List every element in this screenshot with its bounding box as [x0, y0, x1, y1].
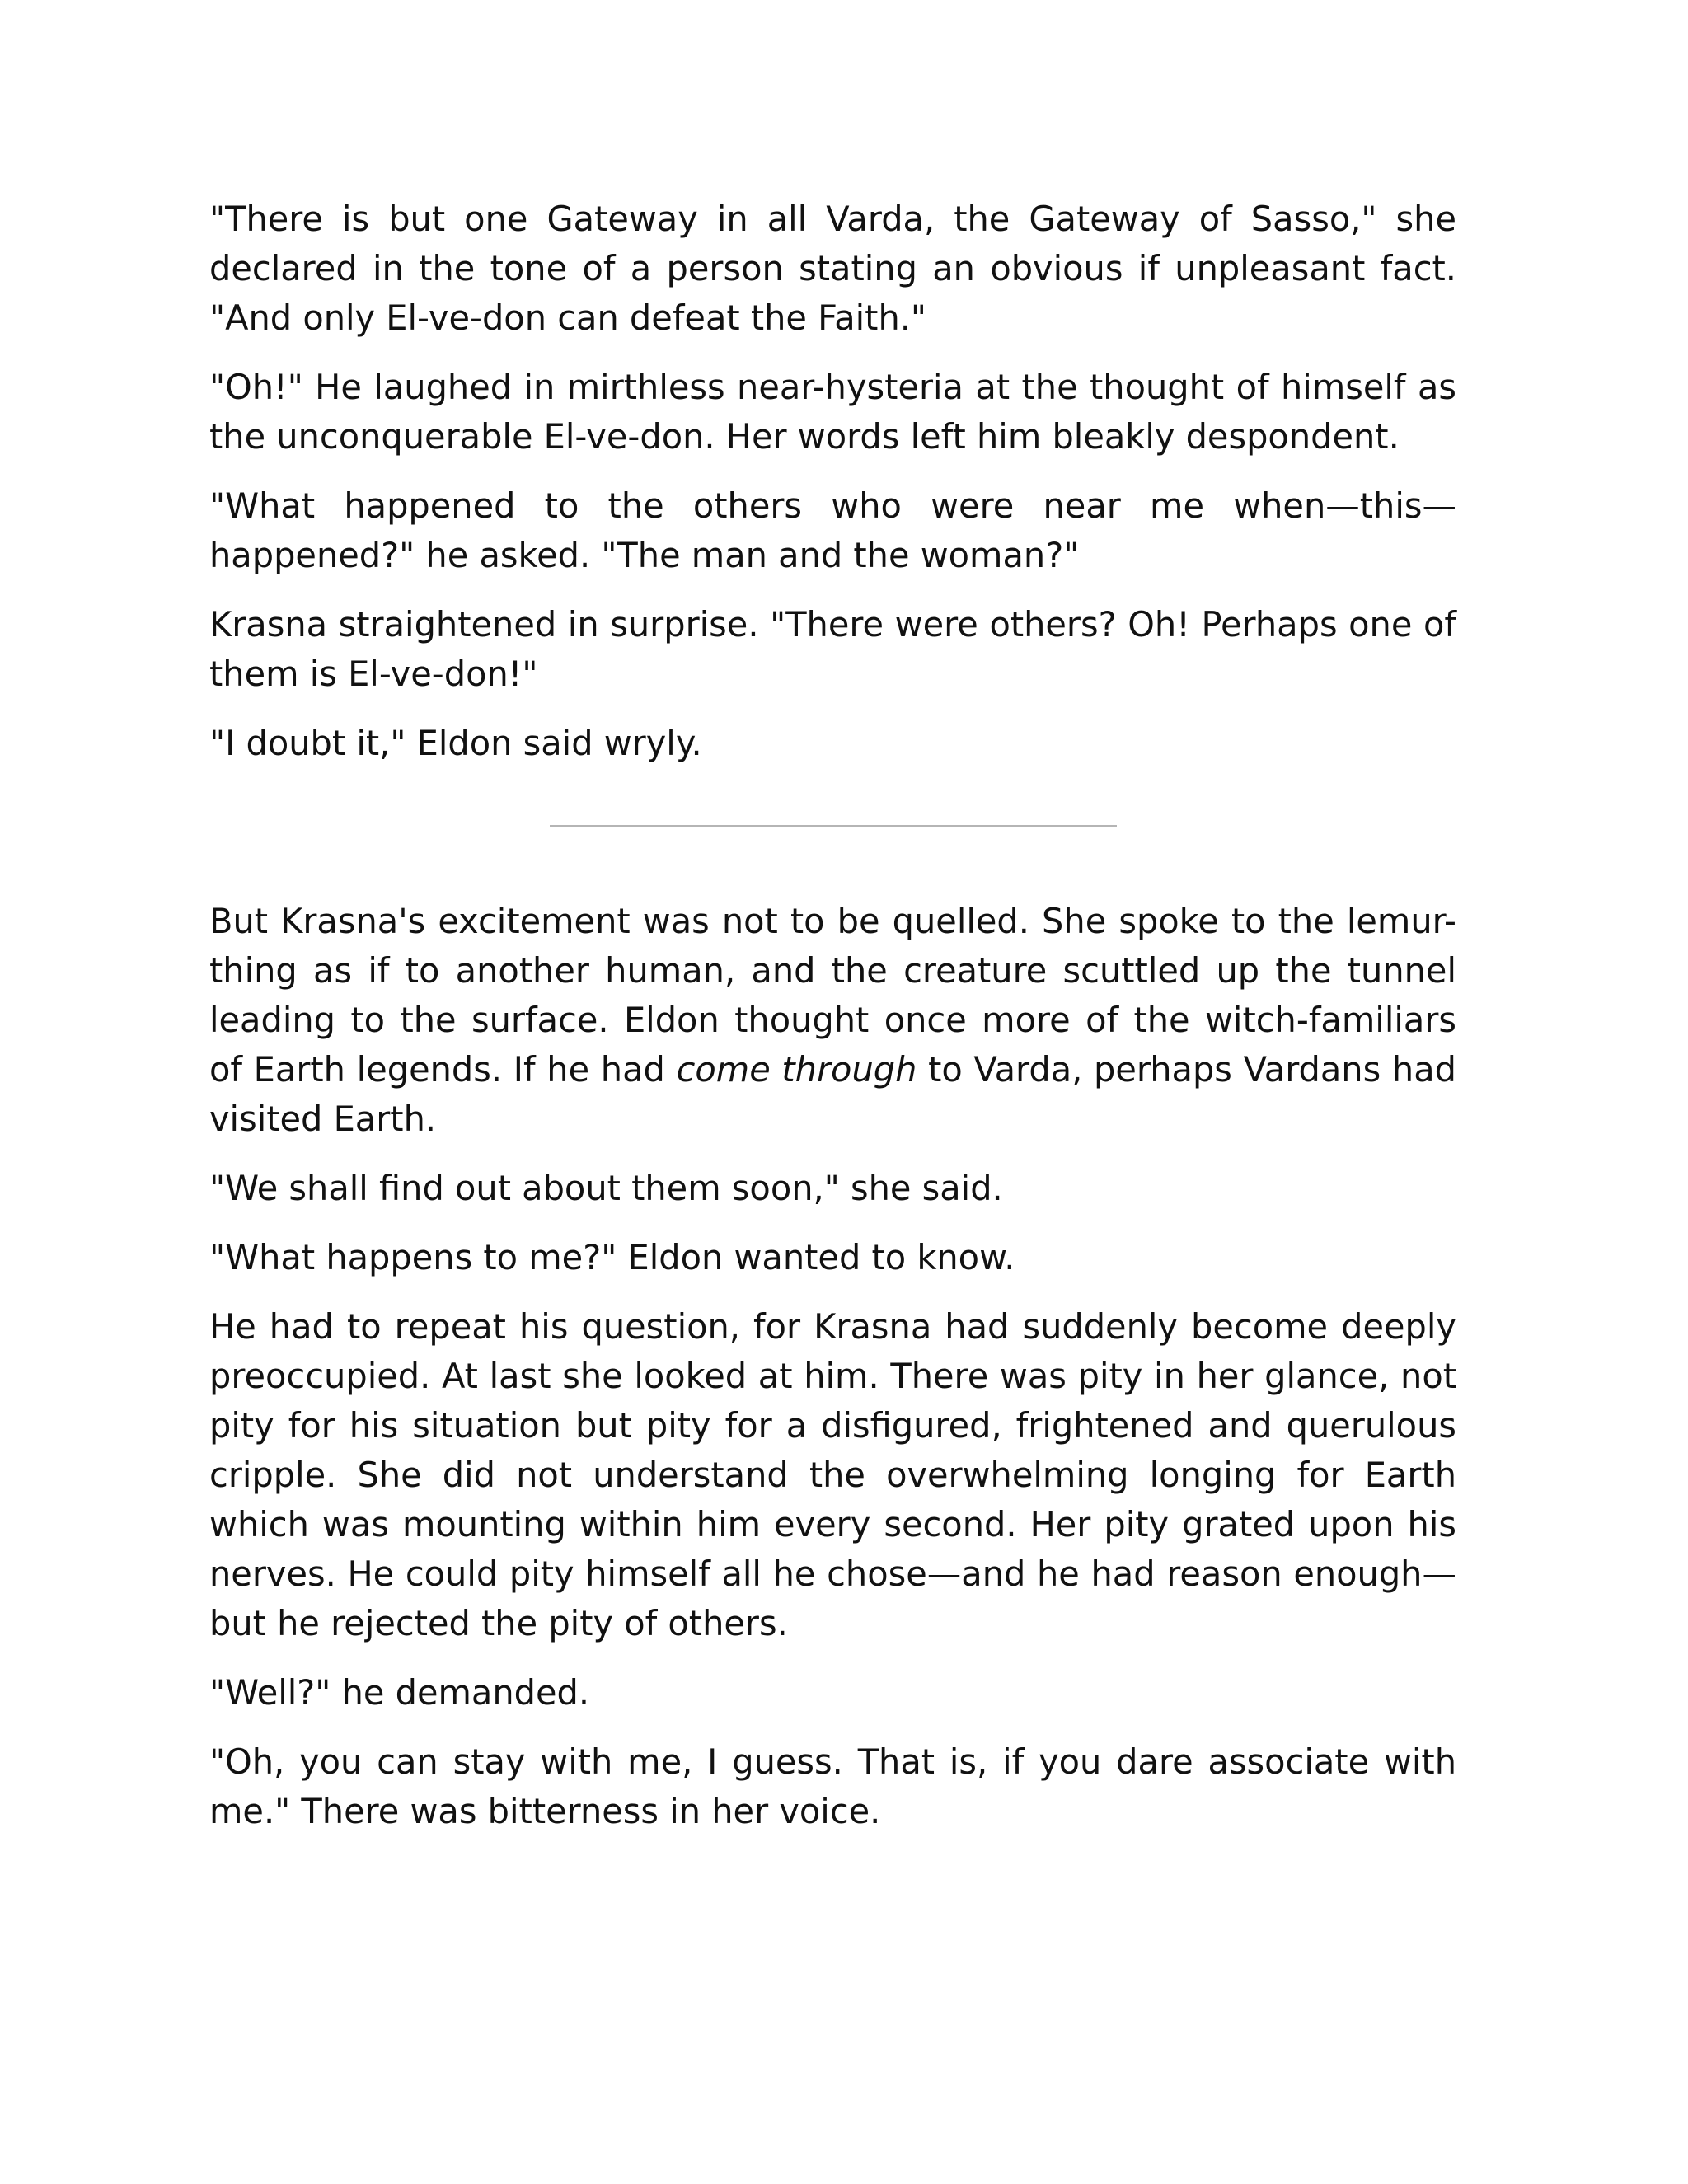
- paragraph: "I doubt it," Eldon said wryly.: [209, 723, 702, 763]
- section-divider: [550, 821, 1117, 831]
- paragraph: [209, 897, 1456, 1144]
- paragraph: "Well?" he demanded.: [209, 1672, 590, 1713]
- paragraph-text: to Varda, perhaps Vardans had visited Earth.: [209, 1049, 1456, 1139]
- paragraph: "We shall find out about them soon," she said.: [209, 1168, 1003, 1208]
- paragraph: "Oh!" He laughed in mirthless near-hysteria at the thought of himself as the unconquerable El-ve-don. Her words left him bleakly despondent.: [209, 367, 1456, 457]
- paragraph-text: But Krasna's excitement was not to be quelled. She spoke to the lemur-thing as if to another human, and the creature scuttled up the tunnel leading to the surface. Eldon thought once more of the witch-familiars of Earth legends. If he had: [209, 901, 1456, 1090]
- paragraph: "Oh, you can stay with me, I guess. That is, if you dare associate with me." There was bitterness in her voice.: [209, 1741, 1456, 1831]
- paragraph: "What happens to me?" Eldon wanted to know.: [209, 1237, 1015, 1277]
- paragraph: "There is but one Gateway in all Varda, the Gateway of Sasso," she declared in the tone of a person stating an obvious if unpleasant fact. "And only El-ve-don can defeat the Faith.": [209, 199, 1456, 338]
- paragraph: He had to repeat his question, for Krasna had suddenly become deeply preoccupied. At last she looked at him. There was pity in her glance, not pity for his situation but pity for a disfigured, frightened and querulous cripple. She did not understand the overwhelming longing for Earth which was mounting within him every second. Her pity grated upon his nerves. He could pity himself all he chose—and he had reason enough—but he rejected the pity of others.: [209, 1306, 1456, 1643]
- document-page: [209, 194, 1456, 1856]
- paragraph: Krasna straightened in surprise. "There were others? Oh! Perhaps one of them is El-ve-don!": [209, 604, 1456, 694]
- italic-phrase: come through: [676, 1049, 917, 1090]
- horizontal-rule: [550, 825, 1117, 827]
- paragraph: "What happened to the others who were near me when—this—happened?" he asked. "The man and the woman?": [209, 485, 1456, 575]
